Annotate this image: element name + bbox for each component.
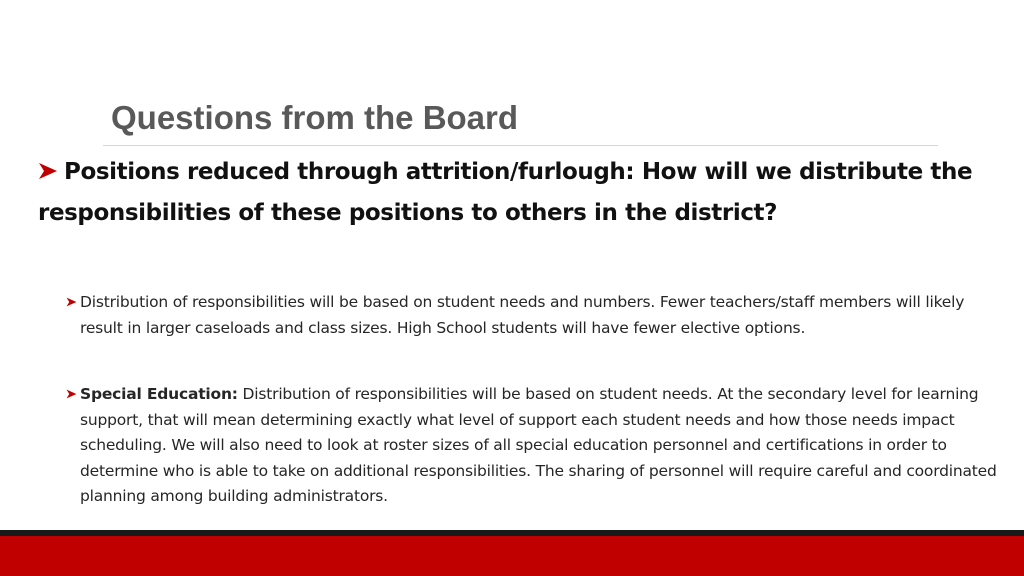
arrow-bullet-icon	[38, 152, 58, 193]
board-question	[38, 152, 978, 234]
answer-text: Distribution of responsibilities will be based on student needs and numbers. Fewer teachers/staff members will likely result in larger caseloads and class sizes. High School students will have fewer elective options.	[80, 293, 965, 337]
question-text: Positions reduced through attrition/furlough: How will we distribute the responsibilities of these positions to others in the district?	[38, 159, 973, 226]
answer-item	[80, 290, 1000, 341]
answer-item	[80, 382, 1000, 510]
footer-bar	[0, 536, 1024, 576]
arrow-bullet-icon	[66, 382, 77, 408]
title-divider	[103, 145, 938, 146]
arrow-bullet-icon	[66, 290, 77, 316]
slide-title: Questions from the Board	[111, 99, 519, 136]
answer-label: Special Education:	[80, 385, 238, 403]
answer-text: Distribution of responsibilities will be based on student needs. At the secondary level for learning support, that will mean determining exactly what level of support each student needs and how those needs impact scheduling. We will also need to look at roster sizes of all special education personnel and certifications in order to determine who is able to take on additional responsibilities. The sharing of personnel will require careful and coordinated planning among building administrators.	[80, 385, 997, 506]
